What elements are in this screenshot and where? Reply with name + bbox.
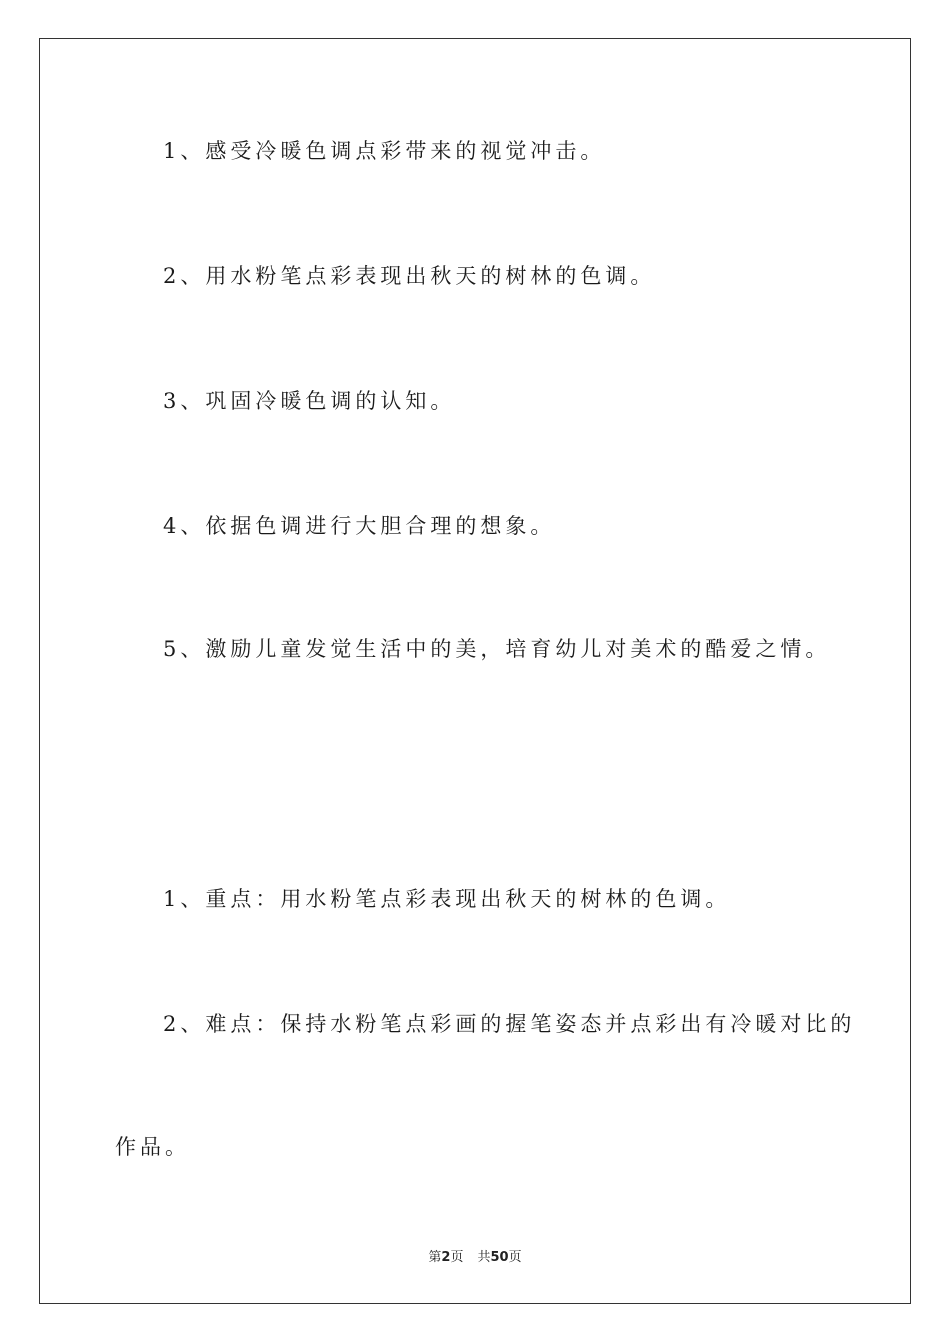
footer-current-page: 2 (441, 1250, 451, 1265)
footer-page-suffix: 页 (450, 1250, 464, 1265)
page-border (39, 38, 911, 1304)
footer-total-suffix: 页 (508, 1250, 522, 1265)
difficulty-item-continuation: 作品。 (115, 1135, 190, 1159)
page-footer (0, 1246, 950, 1265)
objective-item-4: 4、依据色调进行大胆合理的想象。 (163, 514, 556, 538)
objective-item-5: 5、激励儿童发觉生活中的美，培育幼儿对美术的酷爱之情。 (163, 637, 831, 661)
difficulty-item: 2、难点：保持水粉笔点彩画的握笔姿态并点彩出有冷暖对比的 (163, 1012, 856, 1036)
key-point-item: 1、重点：用水粉笔点彩表现出秋天的树林的色调。 (163, 887, 731, 911)
objective-item-1: 1、感受冷暖色调点彩带来的视觉冲击。 (163, 139, 606, 163)
footer-total-prefix: 共 (477, 1250, 491, 1265)
objective-item-2: 2、用水粉笔点彩表现出秋天的树林的色调。 (163, 264, 656, 288)
objective-item-3: 3、巩固冷暖色调的认知。 (163, 389, 456, 413)
footer-total-pages: 50 (490, 1250, 509, 1265)
footer-page-prefix: 第 (428, 1250, 442, 1265)
